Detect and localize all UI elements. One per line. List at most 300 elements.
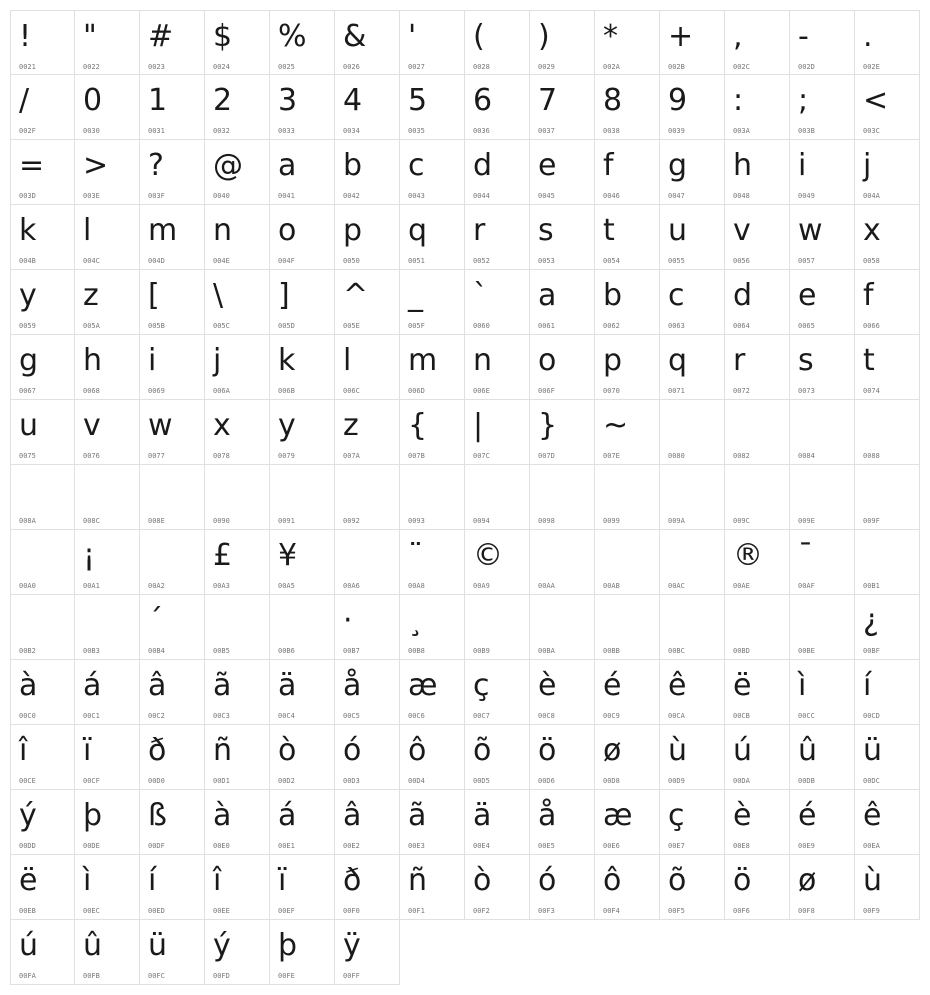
glyph-code: 0073	[798, 387, 815, 395]
glyph-code: 00F0	[343, 907, 360, 915]
glyph-code: 0062	[603, 322, 620, 330]
glyph-code: 0057	[798, 257, 815, 265]
glyph-cell	[595, 400, 660, 465]
glyph-code: 00CC	[798, 712, 815, 720]
glyph-code: 0023	[148, 63, 165, 71]
glyph-code: 0088	[863, 452, 880, 460]
glyph-code: 002A	[603, 63, 620, 71]
glyph-char: ú	[19, 928, 39, 963]
glyph-cell	[140, 270, 205, 335]
glyph-code: 00E1	[278, 842, 295, 850]
glyph-cell	[75, 660, 140, 725]
glyph-code: 003C	[863, 127, 880, 135]
glyph-code: 00AC	[668, 582, 685, 590]
glyph-cell	[400, 205, 465, 270]
glyph-code: 00D8	[603, 777, 620, 785]
glyph-cell	[75, 855, 140, 920]
glyph-char: w	[798, 213, 823, 248]
glyph-code: 0066	[863, 322, 880, 330]
glyph-char: ó	[538, 863, 557, 898]
glyph-char: â	[148, 668, 167, 703]
glyph-cell	[335, 595, 400, 660]
glyph-cell	[335, 855, 400, 920]
glyph-char: k	[19, 213, 37, 248]
glyph-char: 0	[83, 83, 103, 118]
glyph-char: e	[798, 278, 817, 313]
glyph-code: 0049	[798, 192, 815, 200]
glyph-char: å	[343, 668, 362, 703]
glyph-code: 00D6	[538, 777, 555, 785]
glyph-code: 00D1	[213, 777, 230, 785]
glyph-code: 00BC	[668, 647, 685, 655]
glyph-cell	[140, 400, 205, 465]
glyph-code: 00FC	[148, 972, 165, 980]
glyph-code: 0054	[603, 257, 620, 265]
glyph-cell	[595, 335, 660, 400]
glyph-code: 003D	[19, 192, 36, 200]
glyph-cell	[530, 530, 595, 595]
glyph-code: 0024	[213, 63, 230, 71]
glyph-char: æ	[603, 798, 633, 833]
glyph-code: 00DE	[83, 842, 100, 850]
glyph-char: =	[19, 148, 45, 183]
glyph-code: 00E9	[798, 842, 815, 850]
glyph-code: 00AA	[538, 582, 555, 590]
glyph-code: 0033	[278, 127, 295, 135]
glyph-char: %	[278, 19, 307, 54]
glyph-cell	[530, 465, 595, 530]
glyph-code: 006E	[473, 387, 490, 395]
glyph-code: 00D5	[473, 777, 490, 785]
glyph-char: d	[473, 148, 493, 183]
glyph-cell	[140, 595, 205, 660]
glyph-code: 0090	[213, 517, 230, 525]
glyph-char: æ	[408, 668, 438, 703]
glyph-char: ;	[798, 83, 809, 118]
glyph-code: 005C	[213, 322, 230, 330]
glyph-cell	[10, 595, 75, 660]
glyph-char: ø	[798, 863, 817, 898]
glyph-code: 0078	[213, 452, 230, 460]
glyph-code: 00E4	[473, 842, 490, 850]
glyph-char: ®	[733, 538, 763, 573]
glyph-cell	[465, 595, 530, 660]
glyph-char: (	[473, 19, 485, 54]
glyph-char: s	[538, 213, 554, 248]
glyph-cell	[10, 465, 75, 530]
glyph-char: 4	[343, 83, 363, 118]
glyph-cell	[10, 205, 75, 270]
glyph-code: 00C8	[538, 712, 555, 720]
glyph-cell	[10, 335, 75, 400]
glyph-cell	[270, 205, 335, 270]
glyph-char: è	[538, 668, 557, 703]
glyph-cell	[400, 75, 465, 140]
glyph-code: 00E6	[603, 842, 620, 850]
glyph-char: b	[603, 278, 623, 313]
glyph-cell	[10, 140, 75, 205]
glyph-code: 00C5	[343, 712, 360, 720]
glyph-cell	[10, 530, 75, 595]
glyph-char: )	[538, 19, 550, 54]
glyph-char: z	[83, 278, 99, 313]
glyph-code: 00FA	[19, 972, 36, 980]
glyph-cell	[400, 855, 465, 920]
glyph-char: v	[733, 213, 751, 248]
glyph-cell	[855, 790, 920, 855]
glyph-char: <	[863, 83, 889, 118]
glyph-char: ñ	[408, 863, 428, 898]
glyph-char: l	[83, 213, 92, 248]
glyph-cell	[725, 400, 790, 465]
glyph-char: ý	[19, 798, 37, 833]
glyph-cell	[10, 400, 75, 465]
glyph-cell	[465, 855, 530, 920]
glyph-code: 0050	[343, 257, 360, 265]
glyph-char: r	[473, 213, 486, 248]
glyph-code: 00A0	[19, 582, 36, 590]
glyph-cell	[465, 270, 530, 335]
glyph-char: ¥	[278, 538, 298, 573]
glyph-code: 00A9	[473, 582, 490, 590]
glyph-char: ©	[473, 538, 503, 573]
glyph-code: 0053	[538, 257, 555, 265]
glyph-char: ?	[148, 148, 164, 183]
glyph-cell	[595, 140, 660, 205]
glyph-cell	[790, 270, 855, 335]
glyph-char: ä	[278, 668, 297, 703]
glyph-code: 0043	[408, 192, 425, 200]
glyph-cell	[10, 855, 75, 920]
glyph-cell	[790, 660, 855, 725]
glyph-code: 003A	[733, 127, 750, 135]
glyph-char: û	[798, 733, 818, 768]
glyph-code: 007C	[473, 452, 490, 460]
glyph-code: 00BA	[538, 647, 555, 655]
glyph-cell	[400, 400, 465, 465]
glyph-char: â	[343, 798, 362, 833]
glyph-char: d	[733, 278, 753, 313]
glyph-code: 007D	[538, 452, 555, 460]
glyph-code: 00FD	[213, 972, 230, 980]
glyph-cell	[140, 205, 205, 270]
glyph-char: f	[863, 278, 874, 313]
glyph-code: 0091	[278, 517, 295, 525]
glyph-cell	[205, 725, 270, 790]
glyph-cell	[530, 140, 595, 205]
glyph-cell	[335, 920, 400, 985]
glyph-code: 00EC	[83, 907, 100, 915]
glyph-code: 0032	[213, 127, 230, 135]
glyph-code: 0092	[343, 517, 360, 525]
glyph-cell	[595, 660, 660, 725]
glyph-code: 00D0	[148, 777, 165, 785]
glyph-code: 0047	[668, 192, 685, 200]
glyph-code: 00DC	[863, 777, 880, 785]
glyph-char: ó	[343, 733, 362, 768]
glyph-char: &	[343, 19, 367, 54]
glyph-cell	[205, 140, 270, 205]
glyph-char: á	[278, 798, 297, 833]
glyph-cell	[270, 10, 335, 75]
glyph-cell	[790, 335, 855, 400]
glyph-cell	[335, 75, 400, 140]
glyph-char: þ	[278, 928, 298, 963]
glyph-code: 004D	[148, 257, 165, 265]
glyph-code: 008C	[83, 517, 100, 525]
glyph-char: r	[733, 343, 746, 378]
glyph-code: 0063	[668, 322, 685, 330]
glyph-code: 00A6	[343, 582, 360, 590]
glyph-code: 00B9	[473, 647, 490, 655]
glyph-cell	[855, 205, 920, 270]
glyph-cell	[465, 205, 530, 270]
glyph-code: 0069	[148, 387, 165, 395]
glyph-code: 00EF	[278, 907, 295, 915]
glyph-code: 007A	[343, 452, 360, 460]
glyph-code: 00DB	[798, 777, 815, 785]
glyph-cell	[855, 855, 920, 920]
glyph-cell	[335, 530, 400, 595]
glyph-cell	[465, 10, 530, 75]
glyph-cell	[205, 790, 270, 855]
glyph-code: 0029	[538, 63, 555, 71]
glyph-char: ø	[603, 733, 622, 768]
glyph-char: u	[19, 408, 39, 443]
glyph-char: ÿ	[343, 928, 361, 963]
glyph-cell	[595, 725, 660, 790]
glyph-char: a	[538, 278, 557, 313]
glyph-cell	[530, 790, 595, 855]
glyph-cell	[855, 75, 920, 140]
glyph-char: þ	[83, 798, 103, 833]
glyph-cell	[75, 205, 140, 270]
glyph-code: 00F3	[538, 907, 555, 915]
glyph-cell	[140, 725, 205, 790]
glyph-cell	[855, 725, 920, 790]
glyph-cell	[75, 595, 140, 660]
glyph-char: }	[538, 408, 558, 443]
glyph-code: 0093	[408, 517, 425, 525]
glyph-cell	[270, 855, 335, 920]
glyph-cell	[790, 855, 855, 920]
glyph-code: 00C3	[213, 712, 230, 720]
glyph-cell	[725, 75, 790, 140]
glyph-char: 6	[473, 83, 493, 118]
glyph-cell	[595, 595, 660, 660]
glyph-cell	[725, 465, 790, 530]
glyph-code: 00E2	[343, 842, 360, 850]
glyph-cell	[205, 270, 270, 335]
glyph-cell	[855, 530, 920, 595]
glyph-char: ô	[408, 733, 427, 768]
glyph-cell	[660, 10, 725, 75]
glyph-cell	[725, 270, 790, 335]
glyph-code: 00B5	[213, 647, 230, 655]
glyph-code: 0040	[213, 192, 230, 200]
glyph-cell	[530, 270, 595, 335]
glyph-code: 006F	[538, 387, 555, 395]
glyph-char: ö	[733, 863, 752, 898]
glyph-cell	[75, 140, 140, 205]
glyph-char: ñ	[213, 733, 233, 768]
glyph-cell	[205, 530, 270, 595]
glyph-char: l	[343, 343, 352, 378]
glyph-cell	[400, 660, 465, 725]
glyph-code: 00D4	[408, 777, 425, 785]
glyph-cell	[465, 725, 530, 790]
glyph-char: ò	[278, 733, 297, 768]
glyph-code: 00D3	[343, 777, 360, 785]
glyph-cell	[75, 465, 140, 530]
glyph-cell	[75, 335, 140, 400]
glyph-char: ö	[538, 733, 557, 768]
glyph-cell	[725, 660, 790, 725]
glyph-cell	[595, 465, 660, 530]
glyph-cell	[660, 790, 725, 855]
glyph-code: 005A	[83, 322, 100, 330]
glyph-char: 9	[668, 83, 688, 118]
glyph-char: w	[148, 408, 173, 443]
glyph-cell	[660, 595, 725, 660]
glyph-code: 0059	[19, 322, 36, 330]
glyph-code: 00DA	[733, 777, 750, 785]
glyph-cell	[660, 660, 725, 725]
glyph-cell	[205, 660, 270, 725]
glyph-char: ä	[473, 798, 492, 833]
glyph-code: 0060	[473, 322, 490, 330]
glyph-code: 00E3	[408, 842, 425, 850]
glyph-char: ß	[148, 798, 167, 833]
glyph-code: 003B	[798, 127, 815, 135]
glyph-cell	[790, 790, 855, 855]
glyph-cell	[140, 465, 205, 530]
glyph-char: à	[19, 668, 38, 703]
glyph-char: y	[19, 278, 37, 313]
glyph-cell	[140, 10, 205, 75]
glyph-char: ·	[343, 603, 353, 638]
glyph-cell	[725, 530, 790, 595]
glyph-char: e	[538, 148, 557, 183]
glyph-code: 00B6	[278, 647, 295, 655]
glyph-code: 004F	[278, 257, 295, 265]
glyph-char: [	[148, 278, 160, 313]
glyph-cell	[205, 595, 270, 660]
glyph-cell	[465, 140, 530, 205]
glyph-char: s	[798, 343, 814, 378]
glyph-char: n	[213, 213, 233, 248]
glyph-cell	[660, 725, 725, 790]
glyph-cell	[400, 335, 465, 400]
glyph-code: 009E	[798, 517, 815, 525]
glyph-code: 00D9	[668, 777, 685, 785]
glyph-cell	[465, 465, 530, 530]
glyph-char: £	[213, 538, 233, 573]
glyph-cell	[335, 205, 400, 270]
glyph-code: 002F	[19, 127, 36, 135]
glyph-char: ã	[213, 668, 232, 703]
glyph-char: ï	[83, 733, 92, 768]
glyph-cell	[855, 270, 920, 335]
glyph-char: ¸	[408, 603, 423, 638]
glyph-char: ü	[148, 928, 168, 963]
glyph-code: 009F	[863, 517, 880, 525]
glyph-cell	[140, 790, 205, 855]
glyph-cell	[530, 10, 595, 75]
glyph-code: 00EA	[863, 842, 880, 850]
glyph-code: 003F	[148, 192, 165, 200]
glyph-cell	[270, 595, 335, 660]
glyph-char: î	[213, 863, 222, 898]
glyph-char: v	[83, 408, 101, 443]
glyph-char: h	[83, 343, 103, 378]
glyph-code: 00FE	[278, 972, 295, 980]
glyph-char: ~	[603, 408, 629, 443]
glyph-char: >	[83, 148, 109, 183]
glyph-code: 0025	[278, 63, 295, 71]
glyph-char: *	[603, 19, 618, 54]
glyph-cell	[595, 75, 660, 140]
glyph-char: j	[213, 343, 222, 378]
glyph-char: g	[668, 148, 688, 183]
glyph-code: 0071	[668, 387, 685, 395]
glyph-char: 5	[408, 83, 428, 118]
glyph-cell	[205, 920, 270, 985]
glyph-char: î	[19, 733, 28, 768]
glyph-code: 0079	[278, 452, 295, 460]
glyph-cell	[205, 400, 270, 465]
glyph-cell	[10, 270, 75, 335]
glyph-cell	[140, 855, 205, 920]
glyph-cell	[270, 75, 335, 140]
glyph-code: 00F1	[408, 907, 425, 915]
glyph-char: í	[863, 668, 872, 703]
glyph-code: 00E7	[668, 842, 685, 850]
glyph-char: k	[278, 343, 296, 378]
glyph-cell	[205, 335, 270, 400]
glyph-code: 00EE	[213, 907, 230, 915]
glyph-char: !	[19, 19, 32, 54]
glyph-char: x	[863, 213, 881, 248]
glyph-char: é	[603, 668, 622, 703]
glyph-code: 00C2	[148, 712, 165, 720]
glyph-code: 0098	[538, 517, 555, 525]
glyph-code: 005B	[148, 322, 165, 330]
glyph-code: 0082	[733, 452, 750, 460]
glyph-code: 00DF	[148, 842, 165, 850]
glyph-char: õ	[668, 863, 687, 898]
glyph-char: ã	[408, 798, 427, 833]
glyph-char: m	[408, 343, 438, 378]
glyph-cell	[10, 660, 75, 725]
glyph-char: ¨	[408, 538, 423, 573]
glyph-code: 00E0	[213, 842, 230, 850]
glyph-cell	[140, 660, 205, 725]
glyph-cell	[400, 465, 465, 530]
glyph-cell	[270, 140, 335, 205]
glyph-cell	[205, 465, 270, 530]
glyph-cell	[855, 595, 920, 660]
glyph-char: ´	[148, 603, 163, 638]
glyph-code: 002E	[863, 63, 880, 71]
glyph-code: 00E8	[733, 842, 750, 850]
glyph-cell	[270, 725, 335, 790]
glyph-cell	[855, 465, 920, 530]
glyph-code: 00B2	[19, 647, 36, 655]
glyph-char: \	[213, 278, 224, 313]
glyph-cell	[10, 10, 75, 75]
glyph-char: 1	[148, 83, 168, 118]
